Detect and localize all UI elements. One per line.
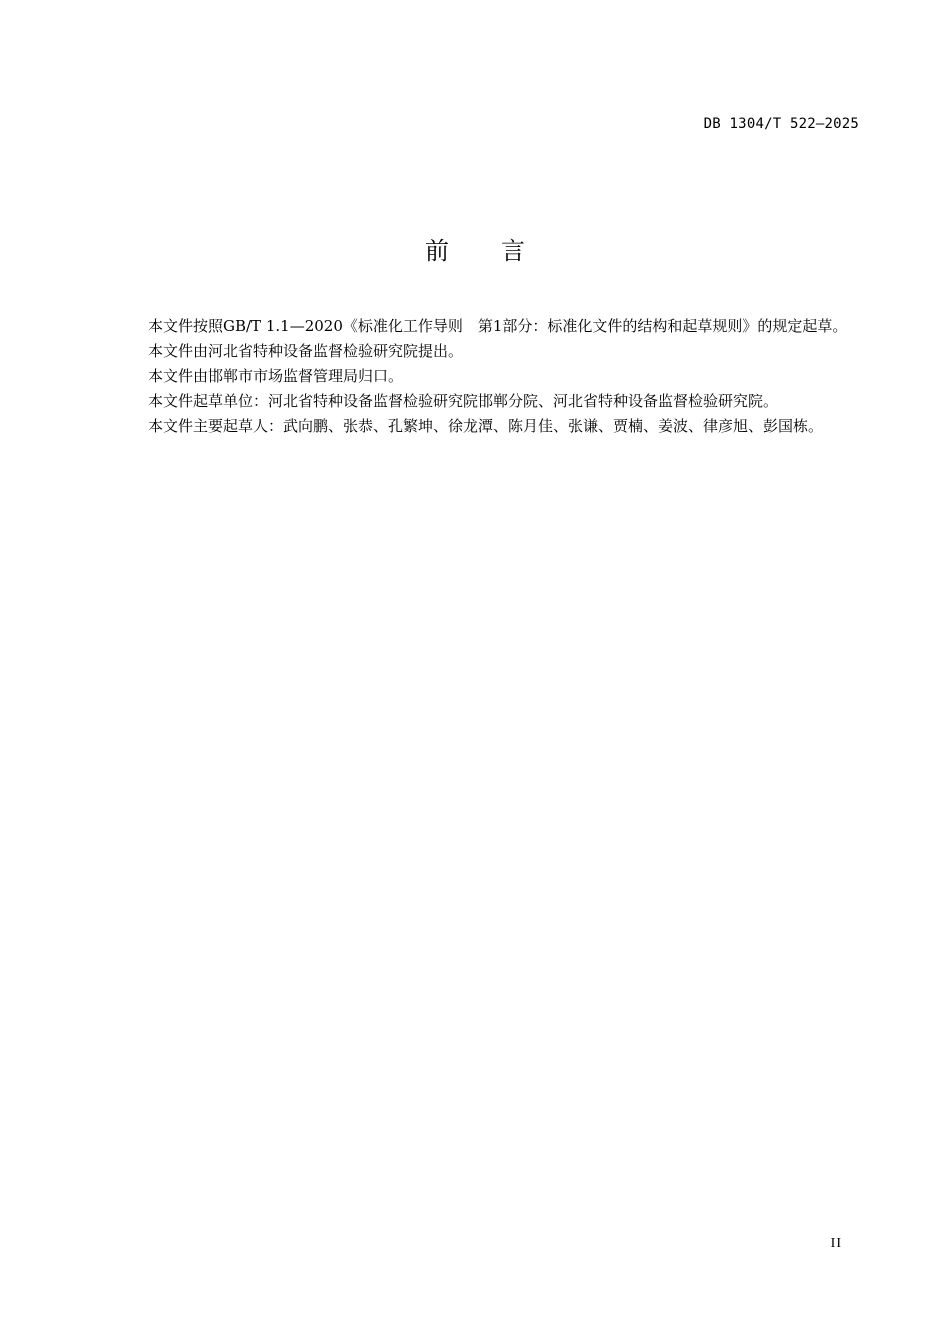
page-number: II bbox=[830, 1236, 842, 1251]
title-char-1: 前 bbox=[425, 237, 449, 265]
foreword-body bbox=[113, 314, 860, 439]
paragraph-drafting-rules: 本文件按照GB/T 1.1—2020《标准化工作导则 第1部分：标准化文件的结构和起草规则》的规定起草。 bbox=[148, 317, 848, 335]
paragraph-drafting-units: 本文件起草单位：河北省特种设备监督检验研究院邯郸分院、河北省特种设备监督检验研究院。 bbox=[148, 392, 779, 410]
paragraph-drafters: 本文件主要起草人：武向鹏、张恭、孔繁坤、徐龙潭、陈月佳、张谦、贾楠、姜波、律彦旭、彭国栋。 bbox=[148, 417, 824, 435]
document-code: DB 1304/T 522—2025 bbox=[703, 116, 859, 132]
paragraph-proposer: 本文件由河北省特种设备监督检验研究院提出。 bbox=[148, 342, 464, 360]
paragraph-administrator: 本文件由邯郸市市场监督管理局归口。 bbox=[148, 367, 404, 385]
title-char-2: 言 bbox=[501, 237, 525, 265]
page-title bbox=[0, 234, 950, 268]
